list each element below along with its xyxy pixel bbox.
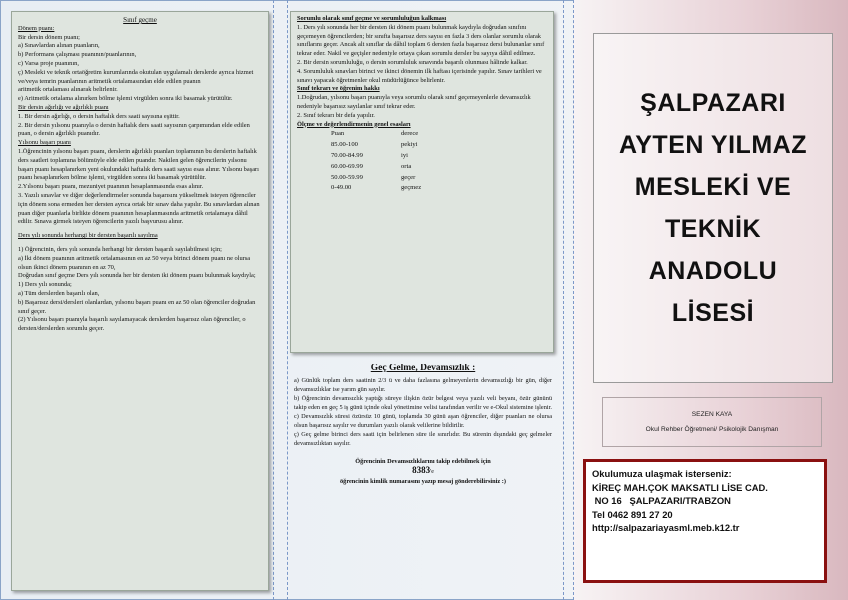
grade-row	[331, 162, 421, 173]
school-name-box	[593, 33, 833, 383]
paragraph: b) Performans çalışması puanının/puanlarının,	[18, 51, 137, 59]
absence-item: a) Günlük toplam ders saatinin 2/3 ü ve daha fazlasına gelmeyenlerin devamsızlığı bir gün, diğer devamsızlıklar ise yarım gün sayılır.	[294, 377, 552, 393]
school-name-line: ANADOLU	[648, 257, 778, 285]
school-name-line: ŞALPAZARI	[640, 89, 786, 117]
absence-section	[290, 364, 556, 584]
grade-row	[331, 140, 421, 151]
paragraph: 4. Sorumluluk sınavları birinci ve ikinci dönemin ilk haftası içerisinde yapılır. Sınav tarihleri ve sınavı yapacak öğretmenler okul müdürlüğünce belirlenir.	[297, 67, 542, 84]
grade-row	[331, 151, 421, 162]
grade-score: 60.00-69.99	[331, 162, 363, 170]
grade-score: 0-49.00	[331, 184, 352, 192]
absence-title: Geç Gelme, Devamsızlık :	[370, 364, 476, 373]
paragraph: a) Tüm derslerden başarılı olan,	[18, 289, 100, 297]
sms-instructions: öğrencinin kimlik numarasını yazıp mesaj gönderebilirsiniz :)	[340, 478, 506, 485]
absence-follow-text: Öğrencinin Devamsızlıklarını takip edebilmek için	[355, 458, 491, 465]
contact-box	[583, 459, 827, 583]
contact-line: Okulumuza ulaşmak isterseniz:	[592, 468, 732, 479]
school-name-line: LİSESİ	[671, 299, 755, 327]
absence-item: c) Devamsızlık süresi özürsüz 10 günü, toplamda 30 günü aşan öğrenciler, diğer puanları ne olursa olsun başarısız sayılır ve durumları yazılı olarak velilerine bildirilir.	[294, 413, 552, 429]
paragraph: 2. Bir dersin yılsonu puanıyla o dersin haftalık ders saati sayısının çarpımından elde edilen puan, o dersin ağırlıklı puanıdır.	[18, 121, 250, 138]
paragraph: 3. Yazılı sınavlar ve diğer değerlendirmeler sonunda başarısını yükseltmek isteyen öğrenciler için dönem sona ermeden her dersten ayrıca ortak bir sınav daha yapılır. Bu sınavlardan alınan puan diğer puanlarla birlikte dönem puanının hesaplanmasında aritmetik ortalamaya dâhil edilir. Sınava girmek isteyen öğrencilerin yazılı başvurusu alınır.	[18, 191, 260, 226]
paragraph: 1) Ders yılı sonunda;	[18, 281, 72, 289]
paragraph: b) Başarısız dersi/dersleri olanlardan, yılsonu başarı puanı en az 50 olan öğrenciler doğrudan sınıf geçer.	[18, 298, 256, 315]
school-name	[619, 82, 807, 334]
panel-title: Sınıf geçme	[123, 16, 157, 24]
paragraph: 1. Bir dersin ağırlığı, o dersin haftalık ders saati sayısına eşittir.	[18, 112, 180, 120]
responsibility-text	[297, 15, 547, 129]
fold-line	[287, 0, 288, 600]
responsibility-panel	[290, 11, 554, 353]
grade-score: 85.00-100	[331, 141, 358, 149]
paragraph: 1.Doğrudan, yılsonu başarı puanıyla veya sorumlu olarak sınıf geçemeyenlerle devamsızlık nedeniyle başarısız sayılanlar sınıf tekrar eder.	[297, 94, 531, 110]
contact-line: http://salpazariayasml.meb.k12.tr	[592, 522, 740, 533]
column-header-score: Puan	[331, 130, 345, 138]
paragraph: (2) Yılsonu başarı puanıyla başarılı sayılamayacak derslerden başarısız olan öğrenciler, o dersten/derslerden sorumlu geçer.	[18, 316, 246, 333]
absence-list	[294, 376, 552, 448]
paragraph: c) Varsa proje puanının,	[18, 59, 79, 67]
paragraph: 1) Öğrencinin, ders yılı sonunda herhangi bir dersten başarılı sayılabilmesi için;	[18, 245, 222, 253]
paragraph: ç) Mesleki ve teknik ortaöğretim kurumlarında okutulan uygulamalı derslerde ayrıca hizmet ve/veya temrin puanlarının aritmetik ortalamasından elde edilen puanın	[18, 68, 254, 85]
column-header-grade: derece	[401, 130, 419, 138]
section-heading: Bir dersin ağırlığı ve ağırlıklı puanı	[18, 103, 109, 111]
paragraph: a) İki dönem puanının aritmetik ortalamasının en az 50 veya birinci dönem puanı ne olursa olsun ikinci dönem puanının en az 70,	[18, 254, 251, 271]
section-heading: Sorumlu olarak sınıf geçme ve sorumluluğun kalkması	[297, 15, 447, 22]
grade-score: 50.00-59.99	[331, 173, 363, 181]
section-heading: Ölçme ve değerlendirmenin genel esasları	[297, 120, 411, 128]
grade-label: geçmez	[401, 184, 422, 192]
sms-number: 8383'e	[412, 465, 434, 475]
author-role: Okul Rehber Öğretmeni/ Psikolojik Danışman	[645, 426, 779, 433]
fold-line	[273, 0, 274, 600]
school-name-line: AYTEN YILMAZ	[619, 131, 807, 159]
paragraph: a) Sınavlardan alınan puanların,	[18, 42, 100, 50]
section-heading: Ders yılı sonunda herhangi bir dersten başarılı sayılma	[18, 232, 158, 240]
section-heading: Dönem puanı:	[18, 24, 55, 32]
school-name-line: MESLEKİ VE	[634, 173, 792, 201]
absence-item: b) Öğrencinin devamsızlık yaptığı süreye ilişkin özür belgesi veya yazılı veli beyanı, özür gününü takip eden en geç 5 iş günü içinde okul yönetimine velisi tarafından verilir ve e-Okul sistemine işlenir.	[294, 395, 552, 411]
paragraph: 2.Yılsonu başarı puanı, mezuniyet puanının hesaplanmasında esas alınır.	[18, 183, 204, 191]
grade-table	[331, 129, 421, 194]
class-passing-text	[18, 25, 262, 334]
paragraph: 2. Sınıf tekrarı bir defa yapılır.	[297, 111, 375, 119]
contact-line: Tel 0462 891 27 20	[592, 508, 673, 520]
grade-label: iyi	[401, 151, 408, 159]
paragraph: Doğrudan sınıf geçme Ders yılı sonunda her bir dersten iki dönem puanı bulunmak kaydıyla;	[18, 272, 256, 280]
grade-label: orta	[401, 162, 412, 170]
grade-label: pekiyi	[401, 141, 418, 149]
paragraph: aritmetik ortalaması alınarak belirlenir.	[18, 86, 118, 94]
grade-label: geçer	[401, 173, 416, 181]
absence-item: ç) Geç gelme birinci ders saati için belirlenen süre ile sınırlıdır. Bu sürenin dışındaki geç gelmeler devamsızlıktan sayılır.	[294, 431, 552, 447]
paragraph: Bir dersin dönem puanı;	[18, 33, 80, 41]
author-box	[602, 397, 822, 447]
paragraph: 1. Ders yılı sonunda her bir dersten iki dönem puanı bulunmak kaydıyla doğrudan sınıfını geçemeyen öğrencilerden; bir sınıfta başarısız ders sayısı en fazla 3 ders olanlar sorumlu olarak sınıflarını geçer. Ancak alt sınıflar da dâhil toplam 6 dersten fazla başarısız dersi bulunanlar sınıf tekrar eder. Nakil ve geçişler nedeniyle ortaya çıkan sorumlu dersler bu sayıya dâhil edilmez.	[297, 23, 545, 58]
paragraph: 1.Öğrencinin yılsonu başarı puanı, derslerin ağırlıklı puanları toplamının bu derslerin haftalık ders saatleri toplamına bölümüyle elde edilen puandır. Nakilen gelen öğrencilerin yılsonu başarı puanı hesaplanırken yeni okulundaki haftalık ders saati sayısı esas alınır. Yılsonu başarı puanı hesaplanırken bölme işlemi, virgülden sonra iki basamak yürütülür.	[18, 147, 259, 182]
section-heading: Yılsonu başarı puanı	[18, 139, 71, 147]
grade-row	[331, 173, 421, 184]
contact-info	[592, 467, 818, 535]
grade-row	[331, 183, 421, 194]
fold-line	[563, 0, 564, 600]
class-passing-panel	[11, 11, 269, 591]
contact-line: NO 16 ŞALPAZARI/TRABZON	[592, 495, 731, 506]
fold-line	[573, 0, 574, 600]
section-heading: Sınıf tekrarı ve öğrenim hakkı	[297, 85, 380, 93]
school-name-line: TEKNİK	[664, 215, 762, 243]
grade-score: 70.00-84.99	[331, 151, 363, 159]
contact-line: KİREÇ MAH.ÇOK MAKSATLI LİSE CAD.	[592, 481, 768, 493]
paragraph: 2. Bir dersin sorumluluğu, o dersin sorumluluk sınavında başarılı olunması hâlinde kalkar.	[297, 58, 528, 66]
grade-table-header	[331, 129, 421, 140]
paragraph: e) Aritmetik ortalama alınırken bölme işlemi virgülden sonra iki basamak yürütülür.	[18, 95, 233, 103]
author-name: SEZEN KAYA	[691, 411, 733, 418]
